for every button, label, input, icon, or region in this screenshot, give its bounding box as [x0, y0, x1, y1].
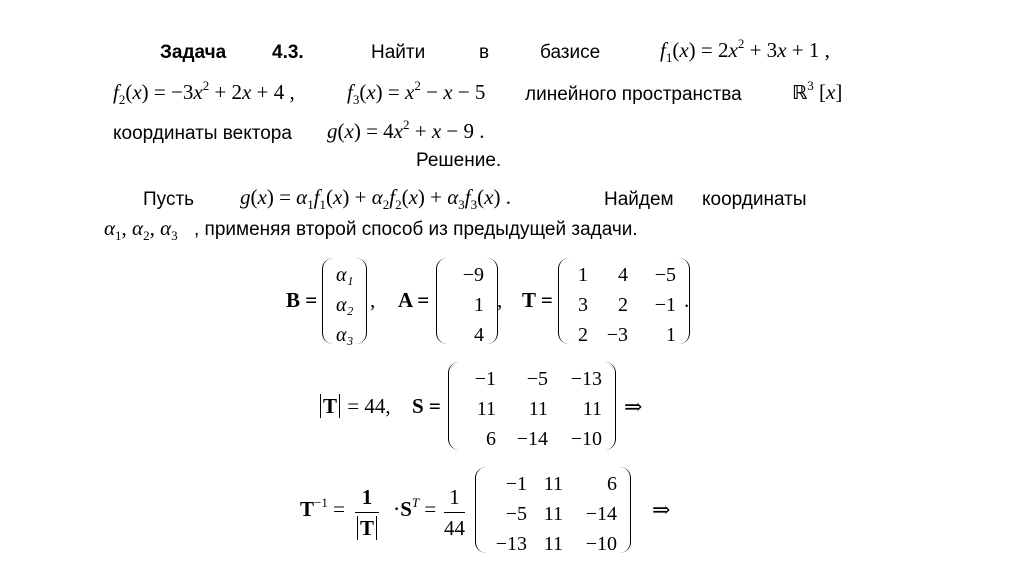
formula-decomposition: $g(x) = \alpha_1f_1(x) + \alpha_2f_2(x) + \alpha_3f_3(x)$ . — [240, 185, 511, 212]
matrix-a-cell: 4 — [474, 324, 484, 346]
matrix-s-cell: 11 — [582, 398, 602, 420]
task-title: Задача — [160, 42, 227, 63]
matrix-T — [558, 258, 690, 344]
matrix-s-cell: 11 — [528, 398, 548, 420]
method-text: , применяя второй способ из предыдущей задачи. — [194, 219, 638, 240]
space-symbol: ℝ — [792, 82, 808, 104]
matrix-st-cell: −5 — [505, 503, 527, 525]
word-find-2: Найдем — [604, 189, 674, 210]
matrix-st-cell: −14 — [585, 503, 617, 525]
matrix-t-cell: −1 — [654, 294, 676, 316]
matrix-st-cell: −10 — [585, 533, 617, 555]
matrix-B — [322, 258, 367, 344]
formula-g: $g(x) = 4x^2 + x - 9$ . — [327, 117, 485, 143]
matrix-a-cell: −9 — [462, 264, 484, 286]
word-basis: базисе — [540, 42, 601, 63]
space-r3x: ℝ$^3$ [x] — [792, 78, 843, 104]
matrix-st-cell: −13 — [495, 533, 527, 555]
matrix-st-cell: −1 — [505, 473, 527, 495]
solution-heading: Решение. — [416, 150, 502, 171]
matrix-s-cell: −1 — [474, 368, 496, 390]
matrix-t-cell: 2 — [578, 324, 588, 346]
matrix-s-cell: −13 — [570, 368, 602, 390]
det-T: T = 44, — [318, 394, 391, 419]
matrix-s-cell: −5 — [526, 368, 548, 390]
label-S: S = — [412, 394, 441, 418]
matrix-ST — [475, 467, 631, 553]
task-number: 4.3. — [272, 42, 304, 63]
matrix-s-cell: 11 — [476, 398, 496, 420]
matrix-t-cell: −5 — [654, 264, 676, 286]
matrix-S — [448, 362, 616, 450]
label-T: T = — [522, 288, 553, 312]
label-T-inverse: $T^{-1}$ = — [300, 495, 345, 521]
matrix-A — [436, 258, 498, 344]
matrix-t-cell: 1 — [666, 324, 676, 346]
frac-1-over-det: 1 T — [355, 484, 379, 541]
implies-arrow-2: ⇒ — [652, 497, 671, 522]
word-linear-space: линейного пространства — [525, 84, 742, 105]
word-let: Пусть — [143, 189, 195, 210]
matrix-t-cell: 2 — [618, 294, 628, 316]
word-coordinates: координаты — [702, 189, 807, 210]
matrix-t-cell: 1 — [578, 264, 588, 286]
label-B: B = — [286, 288, 318, 312]
matrix-b-cell: α₂ — [336, 294, 354, 316]
word-find: Найти — [371, 42, 426, 63]
alphas: $\alpha_1$, $\alpha_2$, $\alpha_3$ — [104, 216, 178, 243]
formula-f1: $f_1(x) = 2x^2 + 3x + 1$ , — [660, 36, 830, 65]
matrix-b-cell: α₃ — [336, 324, 354, 346]
matrix-s-cell: 6 — [486, 428, 496, 450]
matrix-t-cell: 4 — [618, 264, 628, 286]
document-page: Задача 4.3. Найти в базисе $f_1(x) = 2x^2 + 3x + 1$ , $f_2(x) = -3x^2 + 2x + 4$ , $f_3(x) = x^2 - x - 5$ линейного пространства ℝ$^3$ [x] координаты вектора $g(x) = 4x^2 + x - 9$ . Решение. Пусть $g(x) = \alpha_1f_1(x) + \alpha_2f_2(x) + \alpha_3f_3(x)$ . Найдем координаты $\alpha_1$, $\alpha_2$, $\alpha_3$ , применяя второй способ из предыдущей задачи. B = α₁ α₂ α₃ , A = −9 1 4 , T = 1 4 −5 3 2 −1 2 −3 1 . T = 44, S = −1 −5 −13 11 11 11 6 −14 −10 ⇒ $T^{-1}$ = 1 T $\cdot S^T$ = 1 44 −1 11 6 −5 11 −14 −13 11 −10 ⇒ — [0, 0, 1024, 574]
word-in: в — [479, 42, 490, 63]
matrix-b-cell: α₁ — [336, 264, 354, 286]
matrix-s-cell: −10 — [570, 428, 602, 450]
matrix-st-cell: 11 — [543, 473, 563, 495]
matrix-a-cell: 1 — [474, 294, 484, 316]
frac-1-over-44: 1 44 — [444, 485, 465, 540]
times-ST: $\cdot S^T$ = — [393, 495, 437, 521]
matrix-t-cell: 3 — [578, 294, 588, 316]
matrix-st-cell: 6 — [607, 473, 617, 495]
matrix-t-cell: −3 — [606, 324, 628, 346]
implies-arrow-1: ⇒ — [624, 394, 643, 419]
formula-f3: $f_3(x) = x^2 - x - 5$ — [347, 78, 486, 107]
matrix-s-cell: −14 — [516, 428, 548, 450]
matrix-st-cell: 11 — [543, 503, 563, 525]
matrix-st-cell: 11 — [543, 533, 563, 555]
word-coords-vector: координаты вектора — [113, 123, 292, 144]
det-value: 44 — [364, 394, 386, 418]
formula-f2: $f_2(x) = -3x^2 + 2x + 4$ , — [113, 78, 295, 107]
label-A: A = — [398, 288, 430, 312]
